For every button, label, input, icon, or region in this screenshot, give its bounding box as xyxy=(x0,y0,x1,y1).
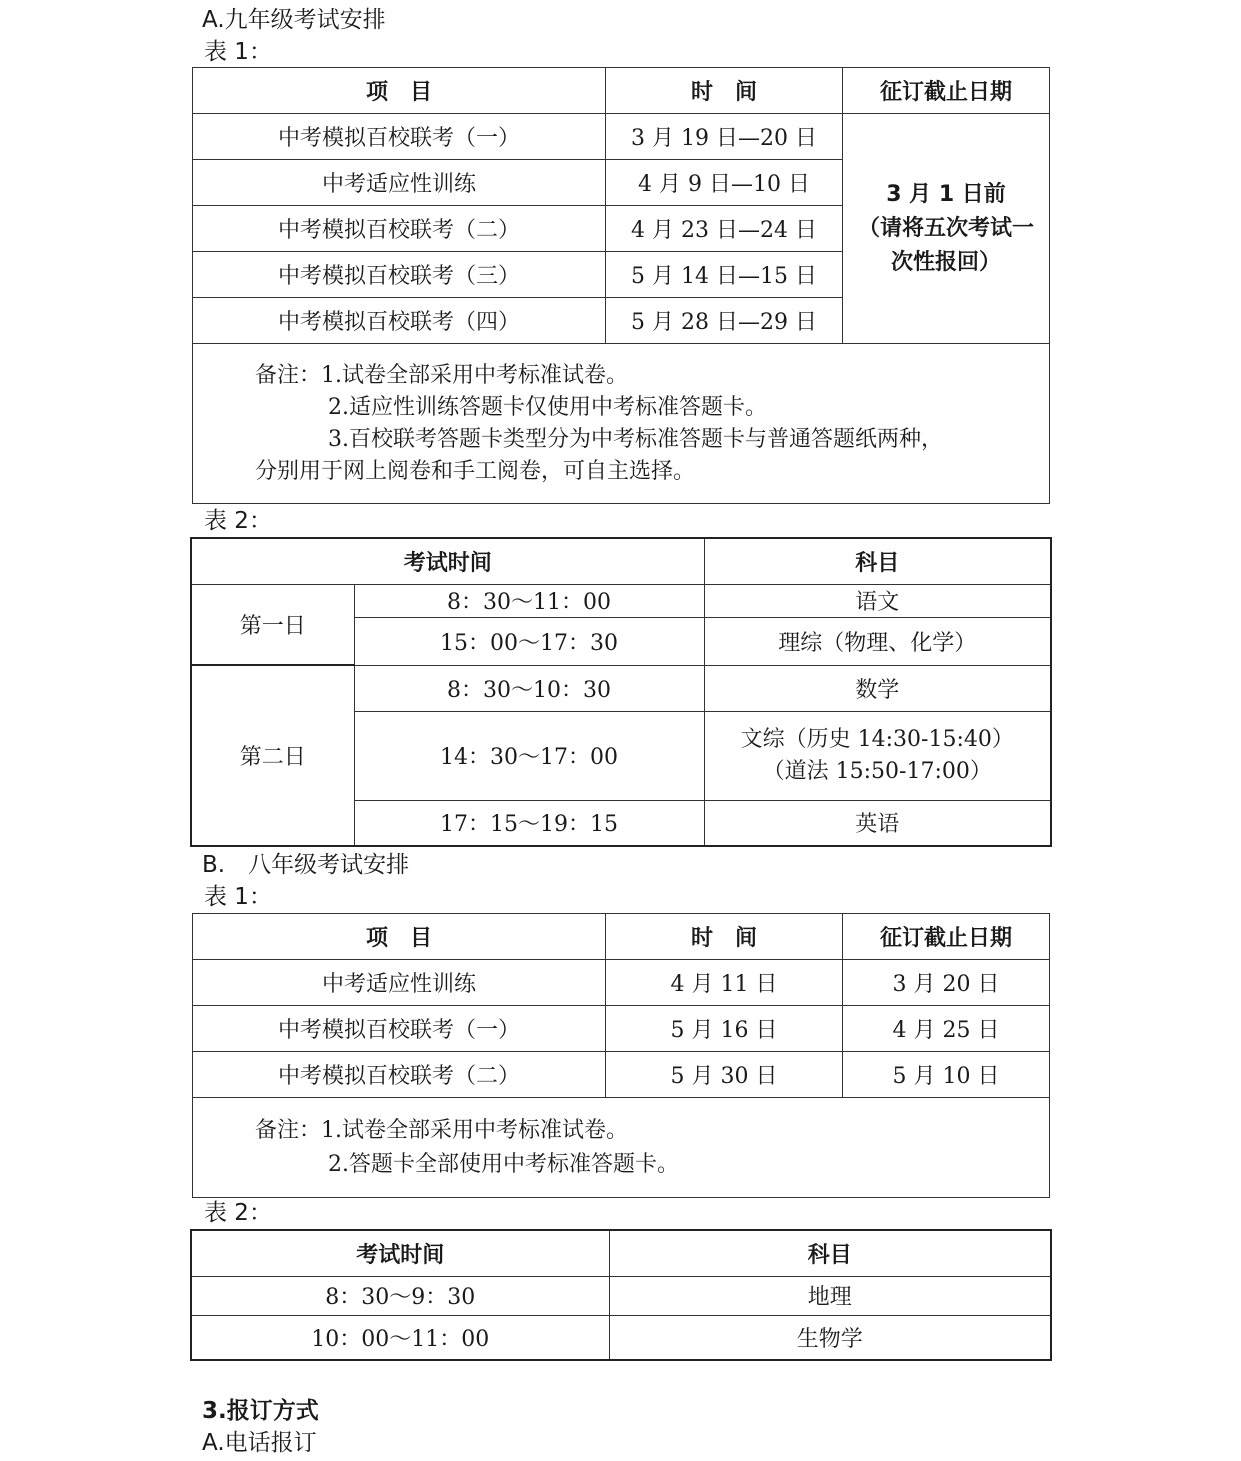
note-line: 2.答题卡全部使用中考标准答题卡。 xyxy=(328,1152,679,1177)
day2-cell: 第二日 xyxy=(191,665,354,846)
table-cell-item: 中考模拟百校联考（四） xyxy=(193,298,606,344)
notes-cell xyxy=(193,344,1050,504)
table-cell-subject: 英语 xyxy=(704,800,1051,846)
notes-cell xyxy=(193,1098,1050,1198)
table-cell-time: 4 月 9 日—10 日 xyxy=(606,160,843,206)
table-cell-deadline: 4 月 25 日 xyxy=(843,1006,1050,1052)
note-line: 备注：1.试卷全部采用中考标准试卷。 xyxy=(255,363,628,388)
table-cell-time: 3 月 19 日—20 日 xyxy=(606,114,843,160)
header-time: 时 间 xyxy=(606,68,843,114)
table-cell-time: 4 月 23 日—24 日 xyxy=(606,206,843,252)
table-cell-subject xyxy=(704,711,1051,800)
header-item: 项 目 xyxy=(193,68,606,114)
header-subject: 科目 xyxy=(609,1230,1051,1276)
subject-line: 文综（历史 14:30-15:40） xyxy=(740,726,1014,752)
table-cell-subject: 理综（物理、化学） xyxy=(704,617,1051,665)
table-cell-time: 5 月 14 日—15 日 xyxy=(606,252,843,298)
header-deadline: 征订截止日期 xyxy=(843,68,1050,114)
table-cell-subject: 语文 xyxy=(704,584,1051,617)
table-cell-item: 中考适应性训练 xyxy=(193,160,606,206)
table-cell-item: 中考适应性训练 xyxy=(193,960,606,1006)
note-line: 2.适应性训练答题卡仅使用中考标准答题卡。 xyxy=(328,395,767,420)
grade9-exam-timetable xyxy=(190,537,1052,847)
grade8-exam-timetable xyxy=(190,1229,1052,1361)
section-b-table2-label: 表 2： xyxy=(204,1200,272,1226)
table-cell-time: 5 月 28 日—29 日 xyxy=(606,298,843,344)
subject-line: （道法 15:50-17:00） xyxy=(762,758,992,784)
table-cell-time: 14：30～17：00 xyxy=(354,711,704,800)
header-subject: 科目 xyxy=(704,538,1051,584)
table-cell-time: 17：15～19：15 xyxy=(354,800,704,846)
day1-cell: 第一日 xyxy=(191,584,354,665)
table-cell-time: 5 月 16 日 xyxy=(606,1006,843,1052)
section-3-subtitle: A.电话报订 xyxy=(202,1430,317,1456)
table-cell-time: 8：30～10：30 xyxy=(354,665,704,711)
table-cell-item: 中考模拟百校联考（一） xyxy=(193,1006,606,1052)
grade9-schedule-table xyxy=(192,67,1050,504)
table-cell-time: 10：00～11：00 xyxy=(191,1315,609,1360)
section-3-title: 3.报订方式 xyxy=(202,1398,319,1424)
table-cell-deadline: 5 月 10 日 xyxy=(843,1052,1050,1098)
note-line: 备注：1.试卷全部采用中考标准试卷。 xyxy=(255,1118,628,1143)
header-time: 时 间 xyxy=(606,914,843,960)
section-a-table1-label: 表 1： xyxy=(204,39,272,65)
deadline-merged-cell xyxy=(843,114,1050,344)
table-cell-item: 中考模拟百校联考（三） xyxy=(193,252,606,298)
grade8-schedule-table xyxy=(192,913,1050,1198)
section-b-title: B. 八年级考试安排 xyxy=(202,852,410,878)
table-cell-item: 中考模拟百校联考（二） xyxy=(193,1052,606,1098)
note-line: 3.百校联考答题卡类型分为中考标准答题卡与普通答题纸两种， xyxy=(328,427,943,452)
header-exam-time: 考试时间 xyxy=(191,538,704,584)
header-item: 项 目 xyxy=(193,914,606,960)
table-cell-item: 中考模拟百校联考（二） xyxy=(193,206,606,252)
table-cell-subject: 地理 xyxy=(609,1276,1051,1315)
section-a-title: A.九年级考试安排 xyxy=(202,7,386,33)
section-a-table2-label: 表 2： xyxy=(204,508,272,534)
table-cell-subject: 生物学 xyxy=(609,1315,1051,1360)
table-cell-subject: 数学 xyxy=(704,665,1051,711)
table-cell-time: 5 月 30 日 xyxy=(606,1052,843,1098)
section-b-table1-label: 表 1： xyxy=(204,884,272,910)
header-deadline: 征订截止日期 xyxy=(843,914,1050,960)
table-cell-time: 15：00～17：30 xyxy=(354,617,704,665)
table-cell-deadline: 3 月 20 日 xyxy=(843,960,1050,1006)
header-exam-time: 考试时间 xyxy=(191,1230,609,1276)
deadline-line: 次性报回） xyxy=(890,249,1001,275)
table-cell-item: 中考模拟百校联考（一） xyxy=(193,114,606,160)
note-line: 分别用于网上阅卷和手工阅卷，可自主选择。 xyxy=(255,459,696,484)
deadline-line: （请将五次考试一 xyxy=(857,215,1034,241)
table-cell-time: 8：30～11：00 xyxy=(354,584,704,617)
table-cell-time: 8：30～9：30 xyxy=(191,1276,609,1315)
deadline-line: 3 月 1 日前 xyxy=(886,181,1006,207)
table-cell-time: 4 月 11 日 xyxy=(606,960,843,1006)
